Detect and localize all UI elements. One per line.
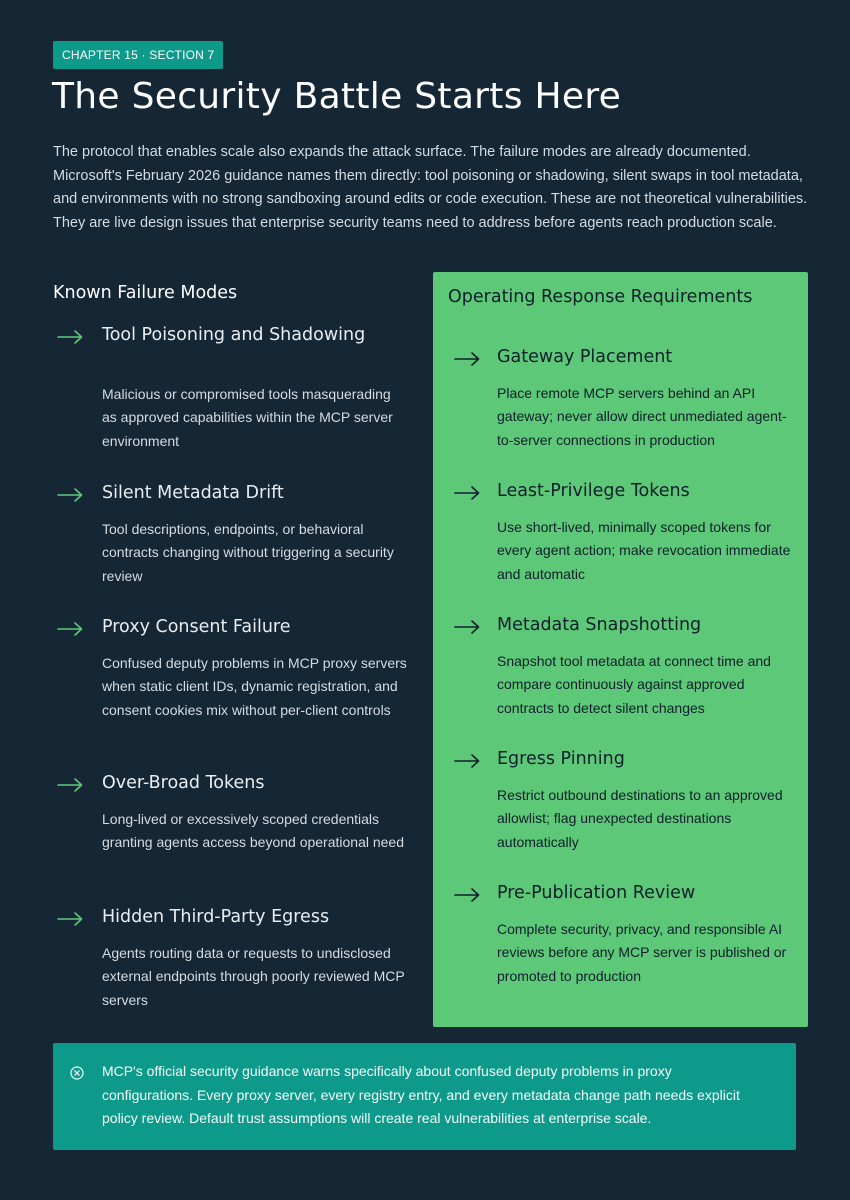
requirement-title: Metadata Snapshotting <box>497 615 702 635</box>
failure-mode-desc: Long-lived or excessively scoped credentials granting agents access beyond operational need <box>102 811 404 851</box>
requirement-desc: Place remote MCP servers behind an API gateway; never allow direct unmediated agent-to-server connections in production <box>497 385 787 448</box>
arrow-right-icon <box>454 620 480 634</box>
response-requirements-heading: Operating Response Requirements <box>448 287 753 307</box>
response-requirements-panel <box>433 272 808 1027</box>
intro-paragraph: The protocol that enables scale also expands the attack surface. The failure modes are already documented. Microsoft's February 2026 guidance names them directly: tool poisoning or shadowing, silent swaps in tool metadata, and environments with no strong sandboxing around edits or code execution. These are not theoretical vulnerabilities. They are live design issues that enterprise security teams need to address before agents reach production scale. <box>53 144 808 231</box>
arrow-right-icon <box>57 488 83 502</box>
failure-mode-title: Hidden Third-Party Egress <box>102 907 330 927</box>
failure-mode-desc: Tool descriptions, endpoints, or behavioral contracts changing without triggering a security review <box>102 521 394 584</box>
failure-mode-title: Over-Broad Tokens <box>102 773 265 793</box>
failure-mode-desc: Agents routing data or requests to undisclosed external endpoints through poorly reviewed MCP servers <box>102 945 405 1008</box>
requirement-title: Egress Pinning <box>497 749 625 769</box>
arrow-right-icon <box>454 754 480 768</box>
arrow-right-icon <box>454 352 480 366</box>
page-title: The Security Battle Starts Here <box>52 76 622 117</box>
arrow-right-icon <box>57 912 83 926</box>
failure-mode-desc: Confused deputy problems in MCP proxy servers when static client IDs, dynamic registration, and consent cookies mix without per-client controls <box>102 655 407 718</box>
chapter-tag: CHAPTER 15 · SECTION 7 <box>53 41 223 69</box>
failure-mode-desc: Malicious or compromised tools masquerading as approved capabilities within the MCP server environment <box>102 386 393 449</box>
failure-mode-title: Silent Metadata Drift <box>102 483 284 503</box>
security-callout <box>53 1043 796 1150</box>
arrow-right-icon <box>454 486 480 500</box>
failure-mode-title: Proxy Consent Failure <box>102 617 291 637</box>
close-circle-icon <box>70 1066 84 1080</box>
arrow-right-icon <box>57 330 83 344</box>
requirement-desc: Snapshot tool metadata at connect time and compare continuously against approved contracts to detect silent changes <box>497 653 771 716</box>
failure-mode-title: Tool Poisoning and Shadowing <box>102 325 366 345</box>
requirement-desc: Restrict outbound destinations to an approved allowlist; flag unexpected destinations automatically <box>497 787 783 850</box>
arrow-right-icon <box>454 888 480 902</box>
requirement-desc: Use short-lived, minimally scoped tokens for every agent action; make revocation immediate and automatic <box>497 519 791 582</box>
arrow-right-icon <box>57 778 83 792</box>
requirement-title: Gateway Placement <box>497 347 673 367</box>
requirement-title: Pre-Publication Review <box>497 883 696 903</box>
arrow-right-icon <box>57 622 83 636</box>
failure-modes-column <box>53 282 413 1008</box>
requirement-title: Least-Privilege Tokens <box>497 481 690 501</box>
failure-modes-heading: Known Failure Modes <box>53 283 238 303</box>
callout-text: MCP's official security guidance warns specifically about confused deputy problems in proxy configurations. Every proxy server, every registry entry, and every metadata change path needs explicit policy review. Default trust assumptions will create real vulnerabilities at enterprise scale. <box>102 1063 740 1126</box>
requirement-desc: Complete security, privacy, and responsible AI reviews before any MCP server is published or promoted to production <box>497 921 787 984</box>
